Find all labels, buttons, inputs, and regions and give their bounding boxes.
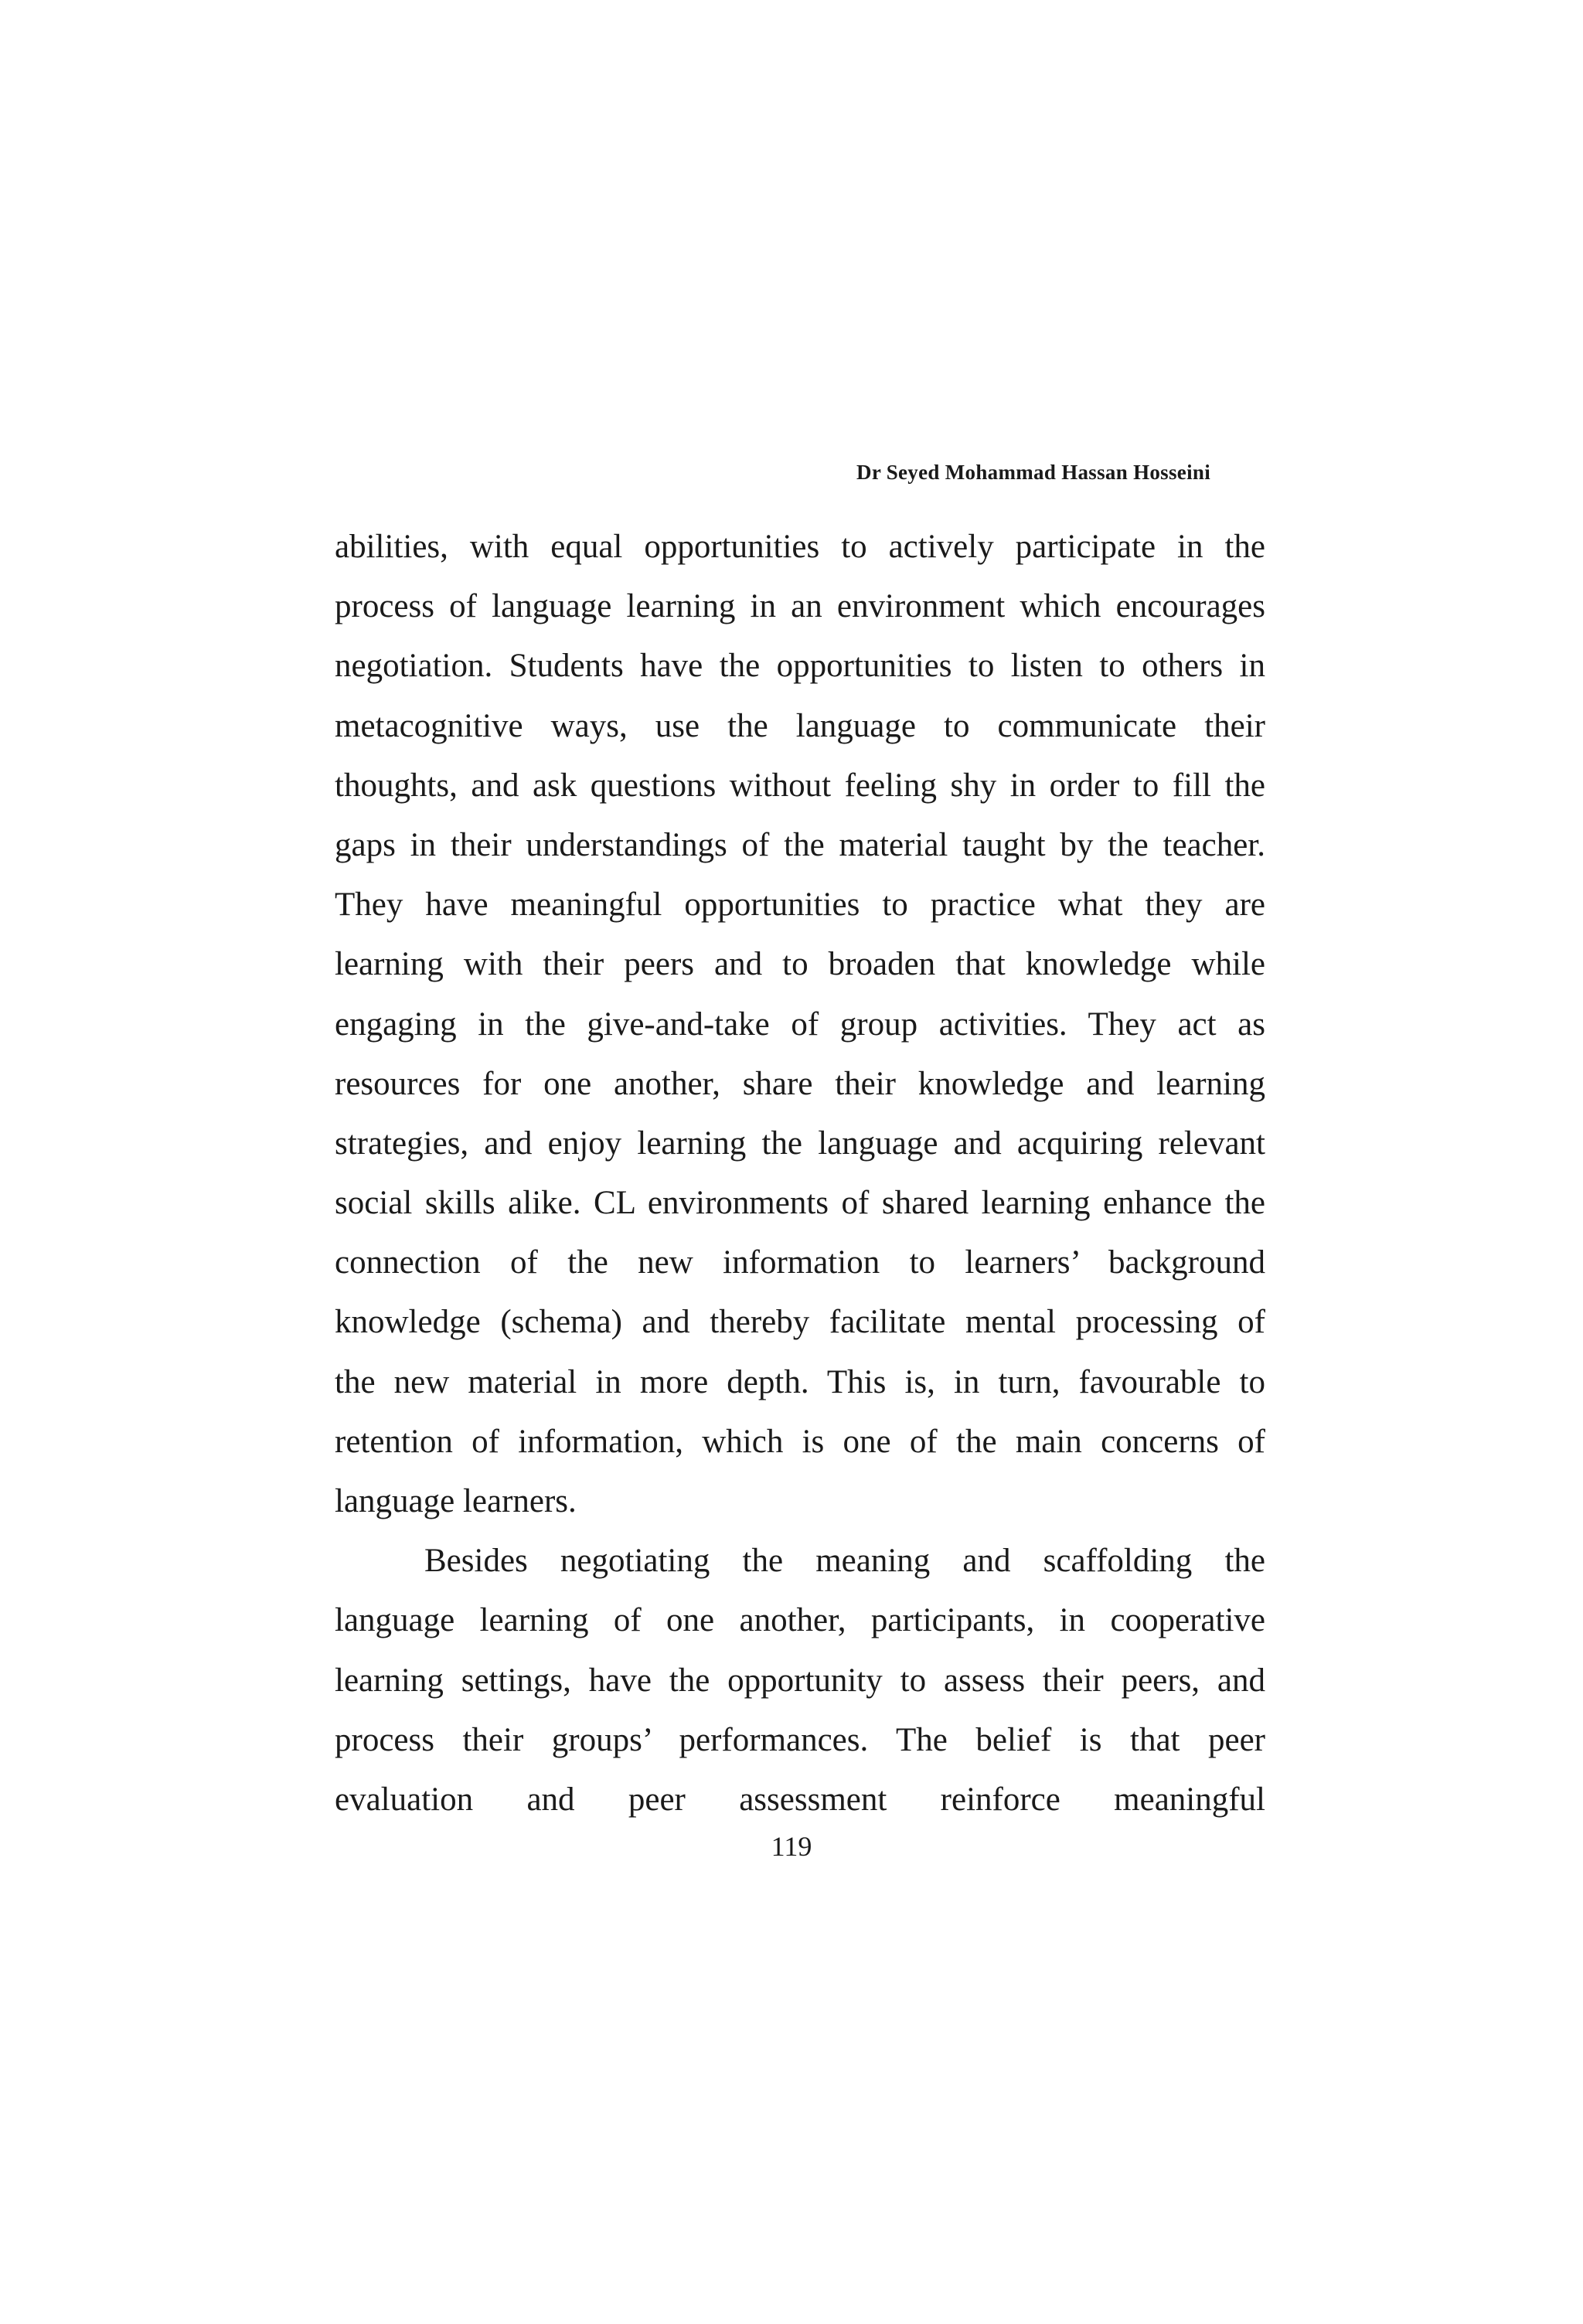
text-line: learning with their peers and to broaden that knowledge while	[335, 946, 1265, 983]
text-line: negotiation. Students have the opportunities to listen to others in	[335, 648, 1265, 685]
text-line: evaluation and peer assessment reinforce meaningful	[335, 1781, 1265, 1818]
text-line: engaging in the give-and-take of group activities. They act as	[335, 1005, 1265, 1043]
page-number: 119	[771, 1831, 812, 1862]
paragraph-last-line: language learners.	[335, 1483, 577, 1519]
text-line: retention of information, which is one of the main concerns of	[335, 1423, 1265, 1460]
text-line: resources for one another, share their knowledge and learning	[335, 1065, 1265, 1102]
text-line: thoughts, and ask questions without feeling shy in order to fill the	[335, 767, 1265, 804]
text-line: process of language learning in an environment which encourages	[335, 588, 1265, 625]
running-header: Dr Seyed Mohammad Hassan Hosseini	[856, 461, 1210, 484]
text-line: social skills alike. CL environments of shared learning enhance the	[335, 1185, 1265, 1222]
text-line: the new material in more depth. This is, in turn, favourable to	[335, 1363, 1265, 1400]
text-line: knowledge (schema) and thereby facilitate mental processing of	[335, 1304, 1265, 1341]
text-line: process their groups’ performances. The belief is that peer	[335, 1721, 1265, 1758]
text-line: strategies, and enjoy learning the language and acquiring relevant	[335, 1125, 1265, 1162]
paragraph-first-line: Besides negotiating the meaning and scaffolding the	[424, 1543, 1265, 1580]
text-line: gaps in their understandings of the material taught by the teacher.	[335, 826, 1265, 863]
text-line: They have meaningful opportunities to practice what they are	[335, 886, 1265, 924]
text-line: abilities, with equal opportunities to actively participate in the	[335, 529, 1265, 565]
text-line: learning settings, have the opportunity to assess their peers, and	[335, 1662, 1265, 1699]
text-line: language learning of one another, participants, in cooperative	[335, 1602, 1265, 1639]
text-line: metacognitive ways, use the language to communicate their	[335, 707, 1265, 744]
text-line: connection of the new information to learners’ background	[335, 1244, 1265, 1281]
body-text	[335, 520, 1265, 1832]
